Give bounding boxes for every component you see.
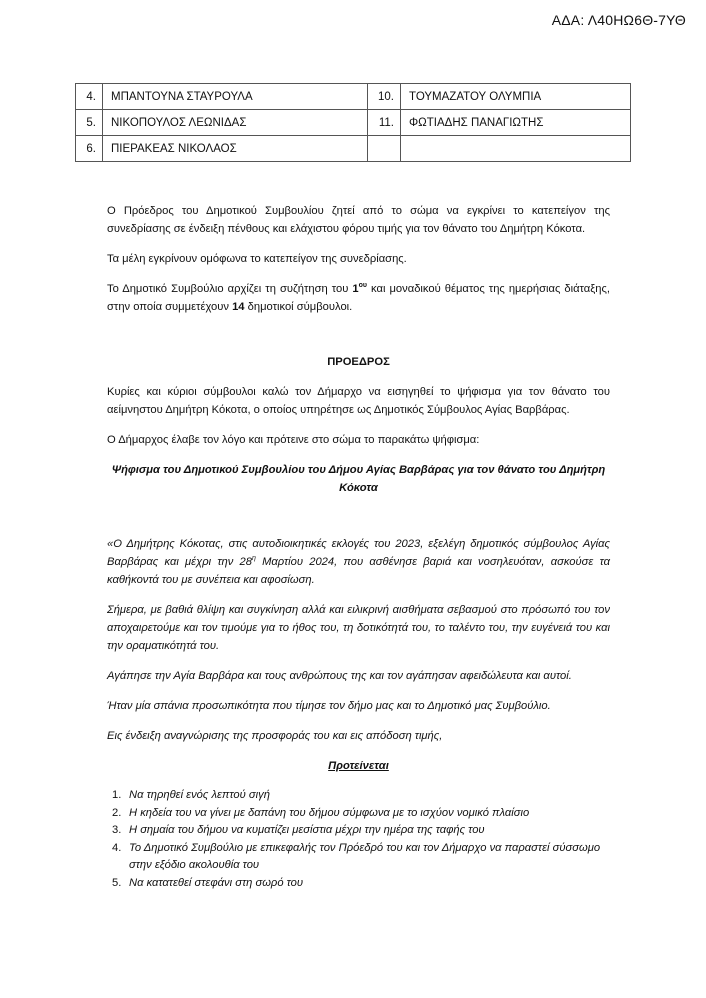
list-item-number: 5. [112,876,122,889]
topic-number: 1 [352,283,359,295]
member-name: ΦΩΤΙΑΔΗΣ ΠΑΝΑΓΙΩΤΗΣ [401,110,631,136]
list-item-text: Να κατατεθεί στεφάνι στη σωρό του [129,876,304,889]
resolution-paragraph [107,535,610,589]
list-item [107,822,610,840]
member-name [401,136,631,162]
list-item-number: 1. [112,789,122,801]
resolution-title: Ψήφισμα του Δημοτικού Συμβουλίου του Δήμου Αγίας Βαρβάρας για τον θάνατο του Δημήτρη Κόκοτα [111,464,606,494]
list-item-text: Το Δημοτικό Συμβούλιο με επικεφαλής τον Πρόεδρό του και τον Δήμαρχο να παραστεί σύσσωμο στην εξόδιο ακολουθία του [129,841,601,872]
participant-count: 14 [232,301,245,313]
intro-paragraph: Ο Πρόεδρος του Δημοτικού Συμβουλίου ζητεί από το σώμα να εγκρίνει το κατεπείγον της συνεδρίασης σε ένδειξη πένθους και ελάχιστου φόρου τιμής για τον θάνατο του Δημήτρη Κόκοτα. [107,205,610,235]
resolution-paragraph: Αγάπησε την Αγία Βαρβάρα και τους ανθρώπους της και τον αγάπησαν αφειδώλευτα και αυτοί. [107,670,572,682]
speaker-heading: ΠΡΟΕΔΡΟΣ [327,356,390,368]
member-number: 10. [368,84,401,110]
member-name: ΤΟΥΜΑΖΑΤΟΥ ΟΛΥΜΠΙΑ [401,84,631,110]
resolution-paragraph: Εις ένδειξη αναγνώρισης της προσφοράς του και εις απόδοση τιμής, [107,730,443,742]
resolution-paragraph: Σήμερα, με βαθιά θλίψη και συγκίνηση αλλά και ειλικρινή αισθήματα σεβασμού στο πρόσωπό του τον αποχαιρετούμε και τον τιμούμε για το ήθος του, τη δοτικότητά του, το ταλέντο του, την ευγένειά του και την οραματικότητά του. [107,604,610,652]
list-item-text: Η σημαία του δήμου να κυματίζει μεσίστια μέχρι την ημέρα της ταφής του [129,824,485,837]
table-row [76,110,631,136]
list-item [107,787,610,805]
list-item-number: 4. [112,841,122,854]
member-number: 11. [368,110,401,136]
list-item-text: Να τηρηθεί ενός λεπτού σιγή [129,789,270,801]
proposals-list [107,787,610,893]
speaker-paragraph: Κυρίες και κύριοι σύμβουλοι καλώ τον Δήμαρχο να εισηγηθεί το ψήφισμα για τον θάνατο του αείμνηστου Δημήτρη Κόκοτα, ο οποίος υπηρέτησε ως Δημοτικός Σύμβουλος Αγίας Βαρβάρας. [107,386,610,416]
ordinal-suffix: ου [358,282,367,289]
ordinal-suffix: η [251,555,256,562]
text-run: Μαρτίου 2024, που ασθένησε βαριά και νοσηλευόταν, ασκούσε τα καθήκοντά του με συνέπεια και αφοσίωση. [107,556,610,586]
text-run: Το Δημοτικό Συμβούλιο αρχίζει τη συζήτηση του [107,283,353,295]
text-run: και μοναδικού θέματος της ημερήσιας διάταξης, στην οποία συμμετέχουν [107,283,611,313]
ada-code: ΑΔΑ: Λ40ΗΩ6Θ-7ΥΘ [551,12,686,28]
member-number [368,136,401,162]
list-item-number: 2. [112,806,122,819]
list-item-text: Η κηδεία του να γίνει με δαπάνη του δήμου σύμφωνα με το ισχύον νομικό πλαίσιο [129,806,530,819]
list-item [107,875,610,893]
member-name: ΜΠΑΝΤΟΥΝΑ ΣΤΑΥΡΟΥΛΑ [103,84,368,110]
member-name: ΝΙΚΟΠΟΥΛΟΣ ΛΕΩΝΙΔΑΣ [103,110,368,136]
text-run: «Ο Δημήτρης Κόκοτας, στις αυτοδιοικητικές εκλογές του 2023, εξελέγη δημοτικός σύμβουλος Αγίας Βαρβάρας και μέχρι την 28 [107,538,610,568]
member-number: 6. [76,136,103,162]
document-body [107,202,610,893]
table-row [76,84,631,110]
members-table [75,83,631,162]
member-name: ΠΙΕΡΑΚΕΑΣ ΝΙΚΟΛΑΟΣ [103,136,368,162]
resolution-paragraph: Ήταν μία σπάνια προσωπικότητα που τίμησε τον δήμο μας και το Δημοτικό μας Συμβούλιο. [107,700,551,712]
intro-paragraph: Τα μέλη εγκρίνουν ομόφωνα το κατεπείγον της συνεδρίασης. [107,253,407,265]
proposed-heading: Προτείνεται [328,760,389,772]
text-run: δημοτικοί σύμβουλοι. [244,301,353,313]
table-row [76,136,631,162]
member-number: 5. [76,110,103,136]
list-item [107,840,610,875]
list-item-number: 3. [112,824,122,837]
speaker-paragraph: Ο Δήμαρχος έλαβε τον λόγο και πρότεινε στο σώμα το παρακάτω ψήφισμα: [107,434,480,446]
member-number: 4. [76,84,103,110]
intro-paragraph [107,280,610,316]
list-item [107,805,610,823]
